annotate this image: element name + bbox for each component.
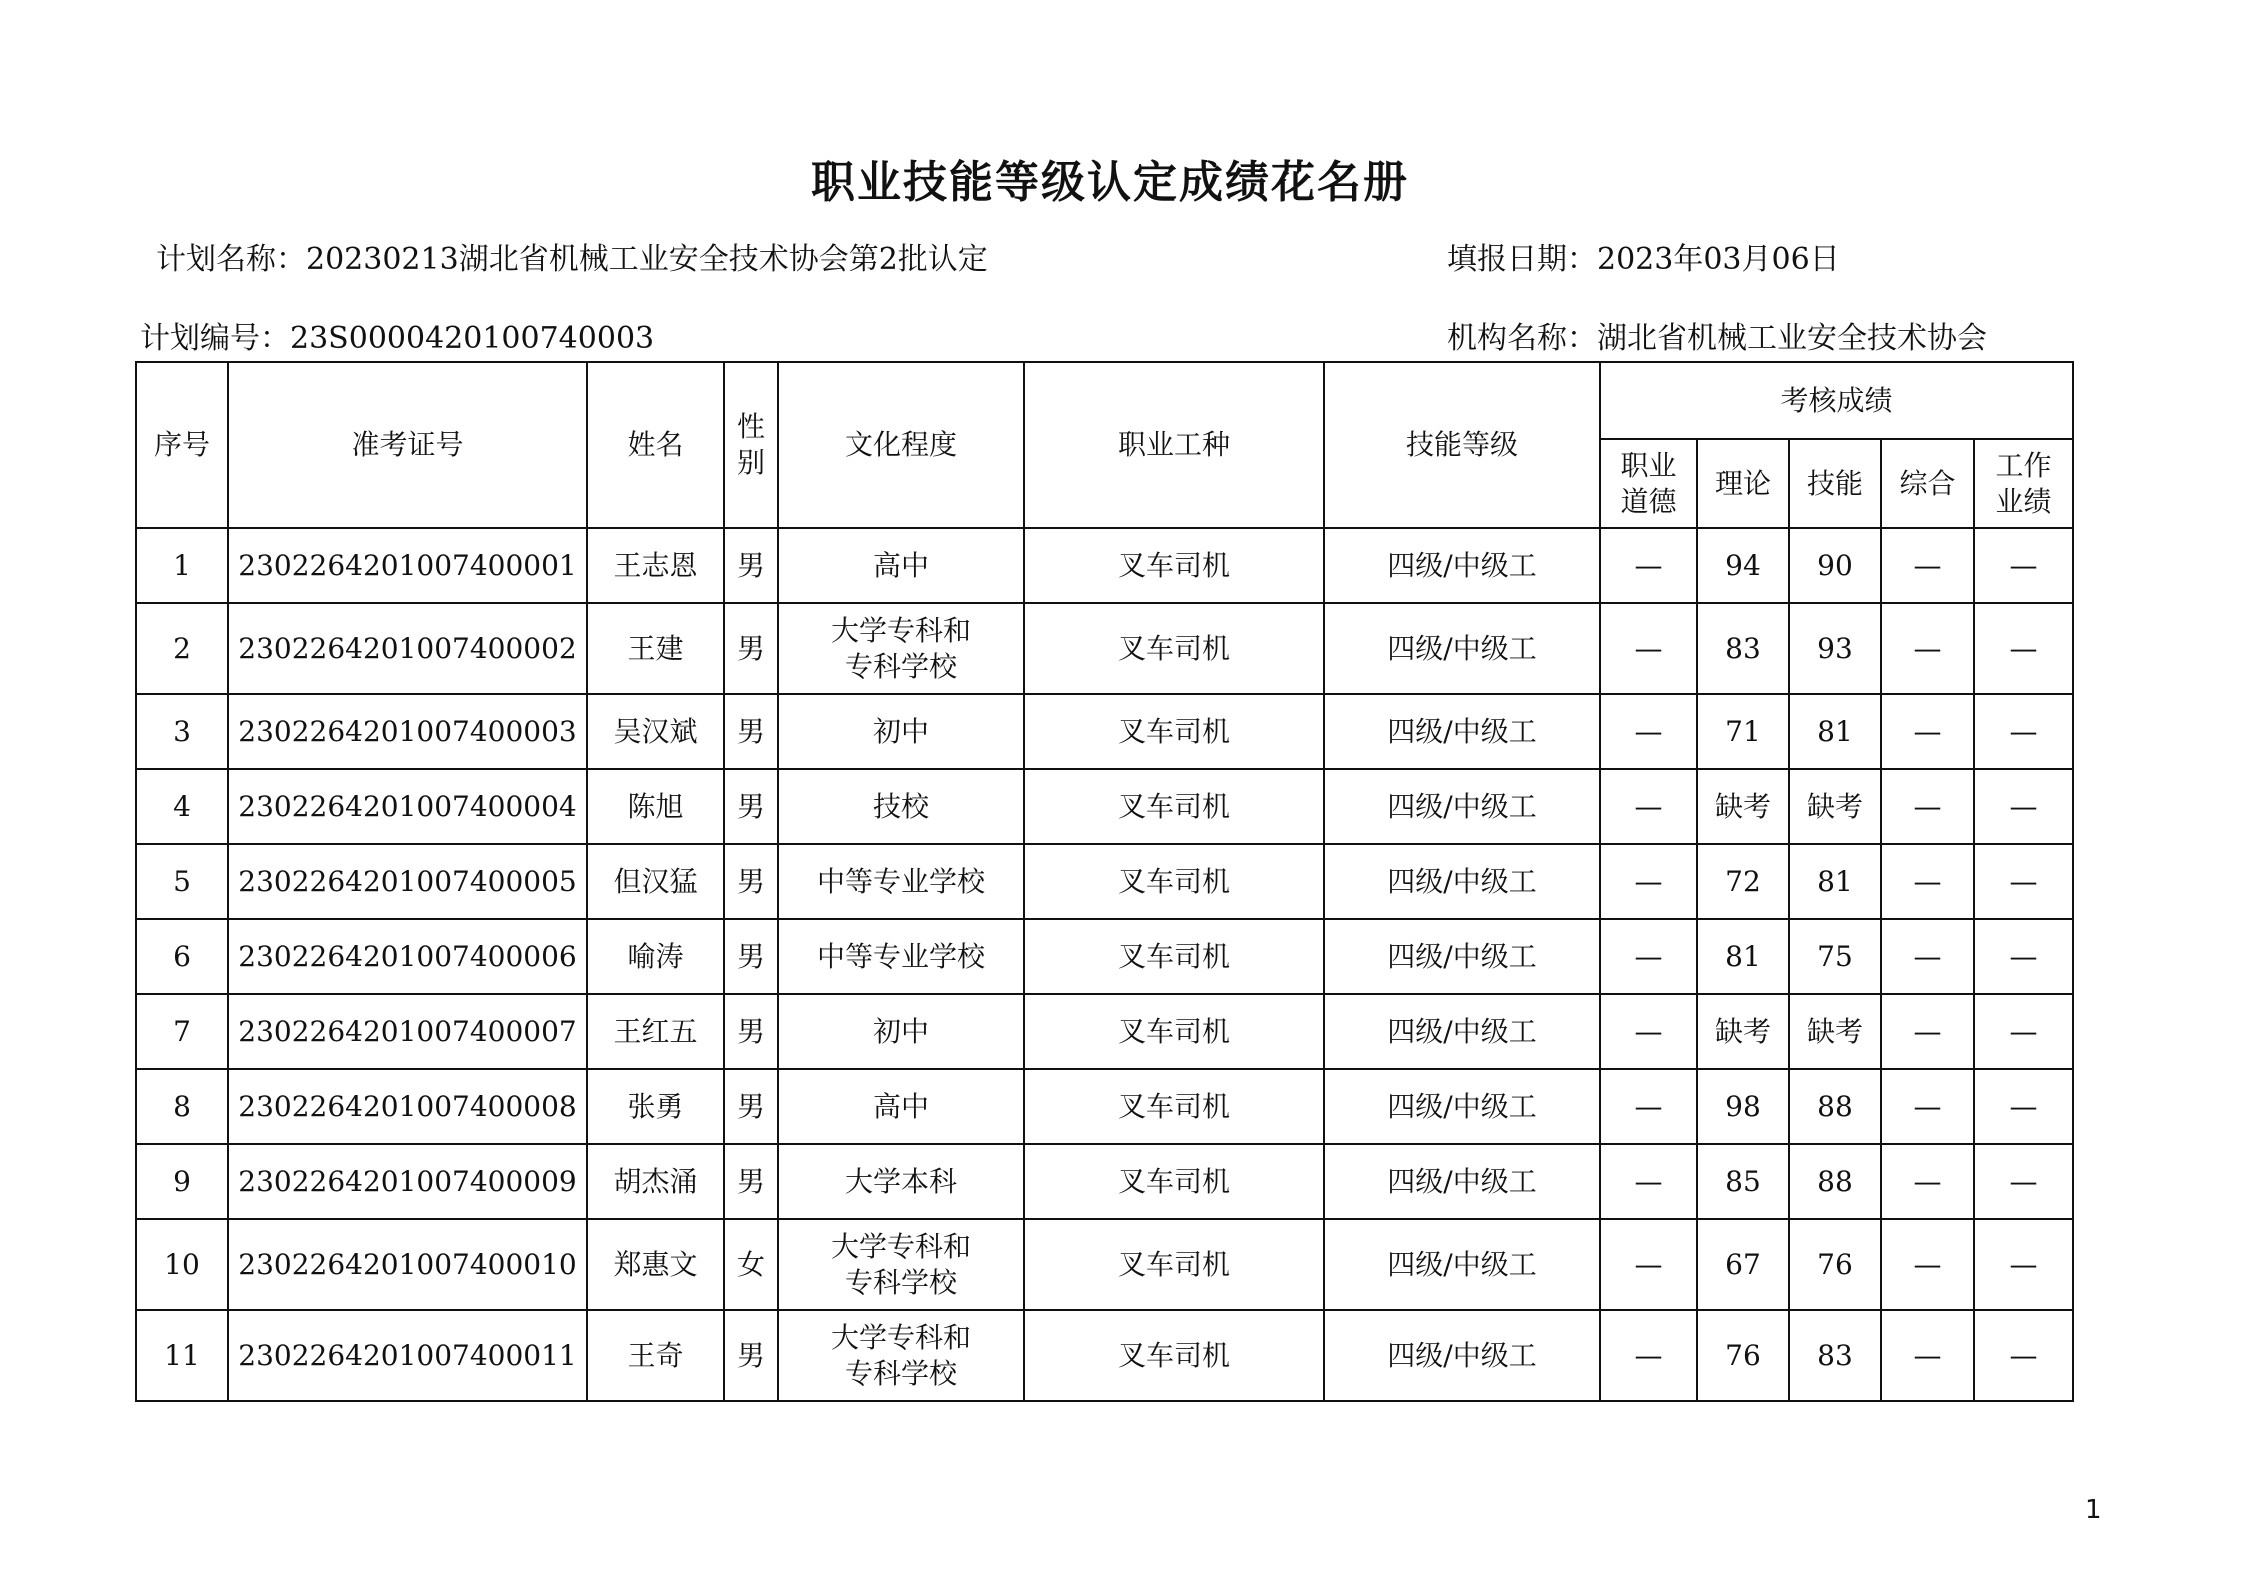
cell-exam-no: 2302264201007400005 <box>228 844 587 919</box>
header-work-line2: 业绩 <box>1995 484 2052 518</box>
cell-seq: 9 <box>136 1144 228 1219</box>
header-occupation: 职业工种 <box>1024 362 1324 528</box>
cell-skill-level: 四级/中级工 <box>1324 844 1600 919</box>
cell-seq: 6 <box>136 919 228 994</box>
cell-theory: 76 <box>1697 1310 1789 1401</box>
cell-name: 王建 <box>587 603 724 694</box>
cell-work: — <box>1974 1144 2073 1219</box>
header-seq: 序号 <box>136 362 228 528</box>
cell-exam-no: 2302264201007400003 <box>228 694 587 769</box>
cell-education-line1: 初中 <box>872 1014 929 1048</box>
cell-skill-level: 四级/中级工 <box>1324 694 1600 769</box>
cell-exam-no: 2302264201007400007 <box>228 994 587 1069</box>
cell-education <box>778 694 1024 769</box>
cell-education-line1: 中等专业学校 <box>816 939 985 973</box>
cell-skill-level: 四级/中级工 <box>1324 769 1600 844</box>
cell-ethics: — <box>1600 1144 1697 1219</box>
cell-name: 王志恩 <box>587 528 724 603</box>
cell-education-line1: 初中 <box>872 714 929 748</box>
cell-theory: 缺考 <box>1697 769 1789 844</box>
cell-exam-no: 2302264201007400008 <box>228 1069 587 1144</box>
plan-name-label: 计划名称： <box>156 242 306 277</box>
header-scores-group: 考核成绩 <box>1600 362 2073 439</box>
header-exam-no: 准考证号 <box>228 362 587 528</box>
roster-body <box>136 528 2073 1401</box>
cell-education <box>778 603 1024 694</box>
cell-seq: 3 <box>136 694 228 769</box>
header-comprehensive: 综合 <box>1881 439 1974 528</box>
table-row <box>136 1219 2073 1310</box>
table-row <box>136 1144 2073 1219</box>
cell-ethics: — <box>1600 1069 1697 1144</box>
cell-education <box>778 919 1024 994</box>
cell-comprehensive: — <box>1881 769 1974 844</box>
cell-ethics: — <box>1600 844 1697 919</box>
page-number: 1 <box>2085 1495 2102 1525</box>
cell-comprehensive: — <box>1881 1310 1974 1401</box>
cell-theory: 72 <box>1697 844 1789 919</box>
table-row <box>136 919 2073 994</box>
cell-education-line1: 大学专科和 <box>830 1229 971 1263</box>
cell-comprehensive: — <box>1881 694 1974 769</box>
header-gender-line2: 别 <box>736 446 765 479</box>
cell-comprehensive: — <box>1881 603 1974 694</box>
cell-skill: 88 <box>1789 1144 1881 1219</box>
cell-work: — <box>1974 603 2073 694</box>
cell-skill: 76 <box>1789 1219 1881 1310</box>
fill-date <box>1447 234 1840 278</box>
cell-education-line2: 专科学校 <box>844 649 957 683</box>
cell-skill-level: 四级/中级工 <box>1324 1144 1600 1219</box>
cell-name: 张勇 <box>587 1069 724 1144</box>
table-row <box>136 994 2073 1069</box>
cell-education <box>778 769 1024 844</box>
plan-number-label: 计划编号： <box>140 321 290 356</box>
table-row <box>136 1069 2073 1144</box>
cell-education <box>778 1219 1024 1310</box>
cell-education <box>778 844 1024 919</box>
cell-skill: 88 <box>1789 1069 1881 1144</box>
cell-education <box>778 528 1024 603</box>
cell-skill: 缺考 <box>1789 769 1881 844</box>
cell-name: 郑惠文 <box>587 1219 724 1310</box>
cell-gender: 女 <box>724 1219 778 1310</box>
cell-skill: 90 <box>1789 528 1881 603</box>
table-row <box>136 1310 2073 1401</box>
cell-education <box>778 994 1024 1069</box>
cell-ethics: — <box>1600 769 1697 844</box>
cell-education-line1: 大学本科 <box>844 1164 957 1198</box>
cell-work: — <box>1974 1310 2073 1401</box>
header-ethics-line2: 道德 <box>1620 484 1677 518</box>
cell-work: — <box>1974 769 2073 844</box>
cell-work: — <box>1974 1219 2073 1310</box>
cell-gender: 男 <box>724 1144 778 1219</box>
cell-exam-no: 2302264201007400002 <box>228 603 587 694</box>
cell-exam-no: 2302264201007400004 <box>228 769 587 844</box>
cell-exam-no: 2302264201007400006 <box>228 919 587 994</box>
cell-skill-level: 四级/中级工 <box>1324 1069 1600 1144</box>
cell-ethics: — <box>1600 1310 1697 1401</box>
header-name: 姓名 <box>587 362 724 528</box>
cell-skill: 81 <box>1789 694 1881 769</box>
cell-education <box>778 1069 1024 1144</box>
cell-occupation: 叉车司机 <box>1024 1144 1324 1219</box>
cell-comprehensive: — <box>1881 1069 1974 1144</box>
cell-work: — <box>1974 1069 2073 1144</box>
cell-skill: 75 <box>1789 919 1881 994</box>
cell-work: — <box>1974 994 2073 1069</box>
org-name-value: 湖北省机械工业安全技术协会 <box>1597 321 1987 356</box>
cell-comprehensive: — <box>1881 1219 1974 1310</box>
cell-skill: 缺考 <box>1789 994 1881 1069</box>
cell-ethics: — <box>1600 994 1697 1069</box>
cell-ethics: — <box>1600 1219 1697 1310</box>
plan-name-value: 20230213湖北省机械工业安全技术协会第2批认定 <box>306 242 988 277</box>
cell-gender: 男 <box>724 603 778 694</box>
cell-seq: 5 <box>136 844 228 919</box>
cell-name: 但汉猛 <box>587 844 724 919</box>
cell-skill: 93 <box>1789 603 1881 694</box>
fill-date-label: 填报日期： <box>1447 242 1597 277</box>
plan-number <box>140 313 654 357</box>
cell-theory: 85 <box>1697 1144 1789 1219</box>
cell-theory: 94 <box>1697 528 1789 603</box>
cell-occupation: 叉车司机 <box>1024 844 1324 919</box>
cell-skill-level: 四级/中级工 <box>1324 1310 1600 1401</box>
header-gender-line1: 性 <box>736 410 765 443</box>
cell-seq: 11 <box>136 1310 228 1401</box>
cell-occupation: 叉车司机 <box>1024 1069 1324 1144</box>
cell-occupation: 叉车司机 <box>1024 528 1324 603</box>
table-row <box>136 603 2073 694</box>
cell-gender: 男 <box>724 528 778 603</box>
cell-occupation: 叉车司机 <box>1024 994 1324 1069</box>
header-gender <box>724 362 778 528</box>
cell-theory: 67 <box>1697 1219 1789 1310</box>
header-skill-level: 技能等级 <box>1324 362 1600 528</box>
cell-education <box>778 1310 1024 1401</box>
cell-theory: 缺考 <box>1697 994 1789 1069</box>
cell-education-line1: 大学专科和 <box>830 613 971 647</box>
cell-occupation: 叉车司机 <box>1024 1310 1324 1401</box>
cell-gender: 男 <box>724 919 778 994</box>
org-name-label: 机构名称： <box>1447 321 1597 356</box>
cell-exam-no: 2302264201007400011 <box>228 1310 587 1401</box>
cell-skill-level: 四级/中级工 <box>1324 1219 1600 1310</box>
cell-skill-level: 四级/中级工 <box>1324 919 1600 994</box>
cell-gender: 男 <box>724 1310 778 1401</box>
table-row <box>136 528 2073 603</box>
header-theory: 理论 <box>1697 439 1789 528</box>
plan-name <box>156 234 988 278</box>
cell-theory: 98 <box>1697 1069 1789 1144</box>
cell-ethics: — <box>1600 603 1697 694</box>
cell-comprehensive: — <box>1881 844 1974 919</box>
cell-occupation: 叉车司机 <box>1024 603 1324 694</box>
header-ethics <box>1600 439 1697 528</box>
cell-seq: 8 <box>136 1069 228 1144</box>
cell-seq: 7 <box>136 994 228 1069</box>
cell-seq: 4 <box>136 769 228 844</box>
header-ethics-line1: 职业 <box>1620 448 1677 482</box>
cell-skill-level: 四级/中级工 <box>1324 603 1600 694</box>
cell-education-line1: 大学专科和 <box>830 1320 971 1354</box>
cell-occupation: 叉车司机 <box>1024 769 1324 844</box>
cell-gender: 男 <box>724 769 778 844</box>
cell-ethics: — <box>1600 919 1697 994</box>
header-work <box>1974 439 2073 528</box>
cell-ethics: — <box>1600 528 1697 603</box>
cell-comprehensive: — <box>1881 919 1974 994</box>
cell-work: — <box>1974 694 2073 769</box>
cell-seq: 1 <box>136 528 228 603</box>
cell-gender: 男 <box>724 844 778 919</box>
cell-name: 吴汉斌 <box>587 694 724 769</box>
cell-education-line1: 高中 <box>872 548 929 582</box>
table-row <box>136 694 2073 769</box>
cell-theory: 71 <box>1697 694 1789 769</box>
cell-comprehensive: — <box>1881 1144 1974 1219</box>
cell-name: 喻涛 <box>587 919 724 994</box>
cell-name: 胡杰涌 <box>587 1144 724 1219</box>
cell-exam-no: 2302264201007400001 <box>228 528 587 603</box>
score-roster-table <box>135 361 2074 1402</box>
cell-education-line1: 中等专业学校 <box>816 864 985 898</box>
page-title: 职业技能等级认定成绩花名册 <box>811 157 1409 208</box>
cell-theory: 81 <box>1697 919 1789 994</box>
cell-skill-level: 四级/中级工 <box>1324 994 1600 1069</box>
cell-skill: 81 <box>1789 844 1881 919</box>
header-row-1 <box>136 362 2073 439</box>
cell-education-line2: 专科学校 <box>844 1356 957 1390</box>
cell-theory: 83 <box>1697 603 1789 694</box>
cell-skill-level: 四级/中级工 <box>1324 528 1600 603</box>
cell-comprehensive: — <box>1881 528 1974 603</box>
header-skill: 技能 <box>1789 439 1881 528</box>
cell-comprehensive: — <box>1881 994 1974 1069</box>
cell-exam-no: 2302264201007400009 <box>228 1144 587 1219</box>
cell-education-line2: 专科学校 <box>844 1265 957 1299</box>
cell-education-line1: 技校 <box>872 789 929 823</box>
cell-ethics: — <box>1600 694 1697 769</box>
cell-gender: 男 <box>724 1069 778 1144</box>
cell-work: — <box>1974 919 2073 994</box>
table-row <box>136 769 2073 844</box>
cell-work: — <box>1974 528 2073 603</box>
cell-name: 陈旭 <box>587 769 724 844</box>
cell-name: 王奇 <box>587 1310 724 1401</box>
cell-exam-no: 2302264201007400010 <box>228 1219 587 1310</box>
cell-education-line1: 高中 <box>872 1089 929 1123</box>
cell-occupation: 叉车司机 <box>1024 919 1324 994</box>
cell-seq: 10 <box>136 1219 228 1310</box>
cell-skill: 83 <box>1789 1310 1881 1401</box>
org-name <box>1447 313 1987 357</box>
cell-education <box>778 1144 1024 1219</box>
table-row <box>136 844 2073 919</box>
header-education: 文化程度 <box>778 362 1024 528</box>
fill-date-value: 2023年03月06日 <box>1597 242 1840 277</box>
cell-gender: 男 <box>724 994 778 1069</box>
cell-name: 王红五 <box>587 994 724 1069</box>
cell-occupation: 叉车司机 <box>1024 694 1324 769</box>
header-work-line1: 工作 <box>1995 448 2052 482</box>
cell-occupation: 叉车司机 <box>1024 1219 1324 1310</box>
plan-number-value: 23S0000420100740003 <box>290 321 655 356</box>
cell-gender: 男 <box>724 694 778 769</box>
cell-seq: 2 <box>136 603 228 694</box>
cell-work: — <box>1974 844 2073 919</box>
